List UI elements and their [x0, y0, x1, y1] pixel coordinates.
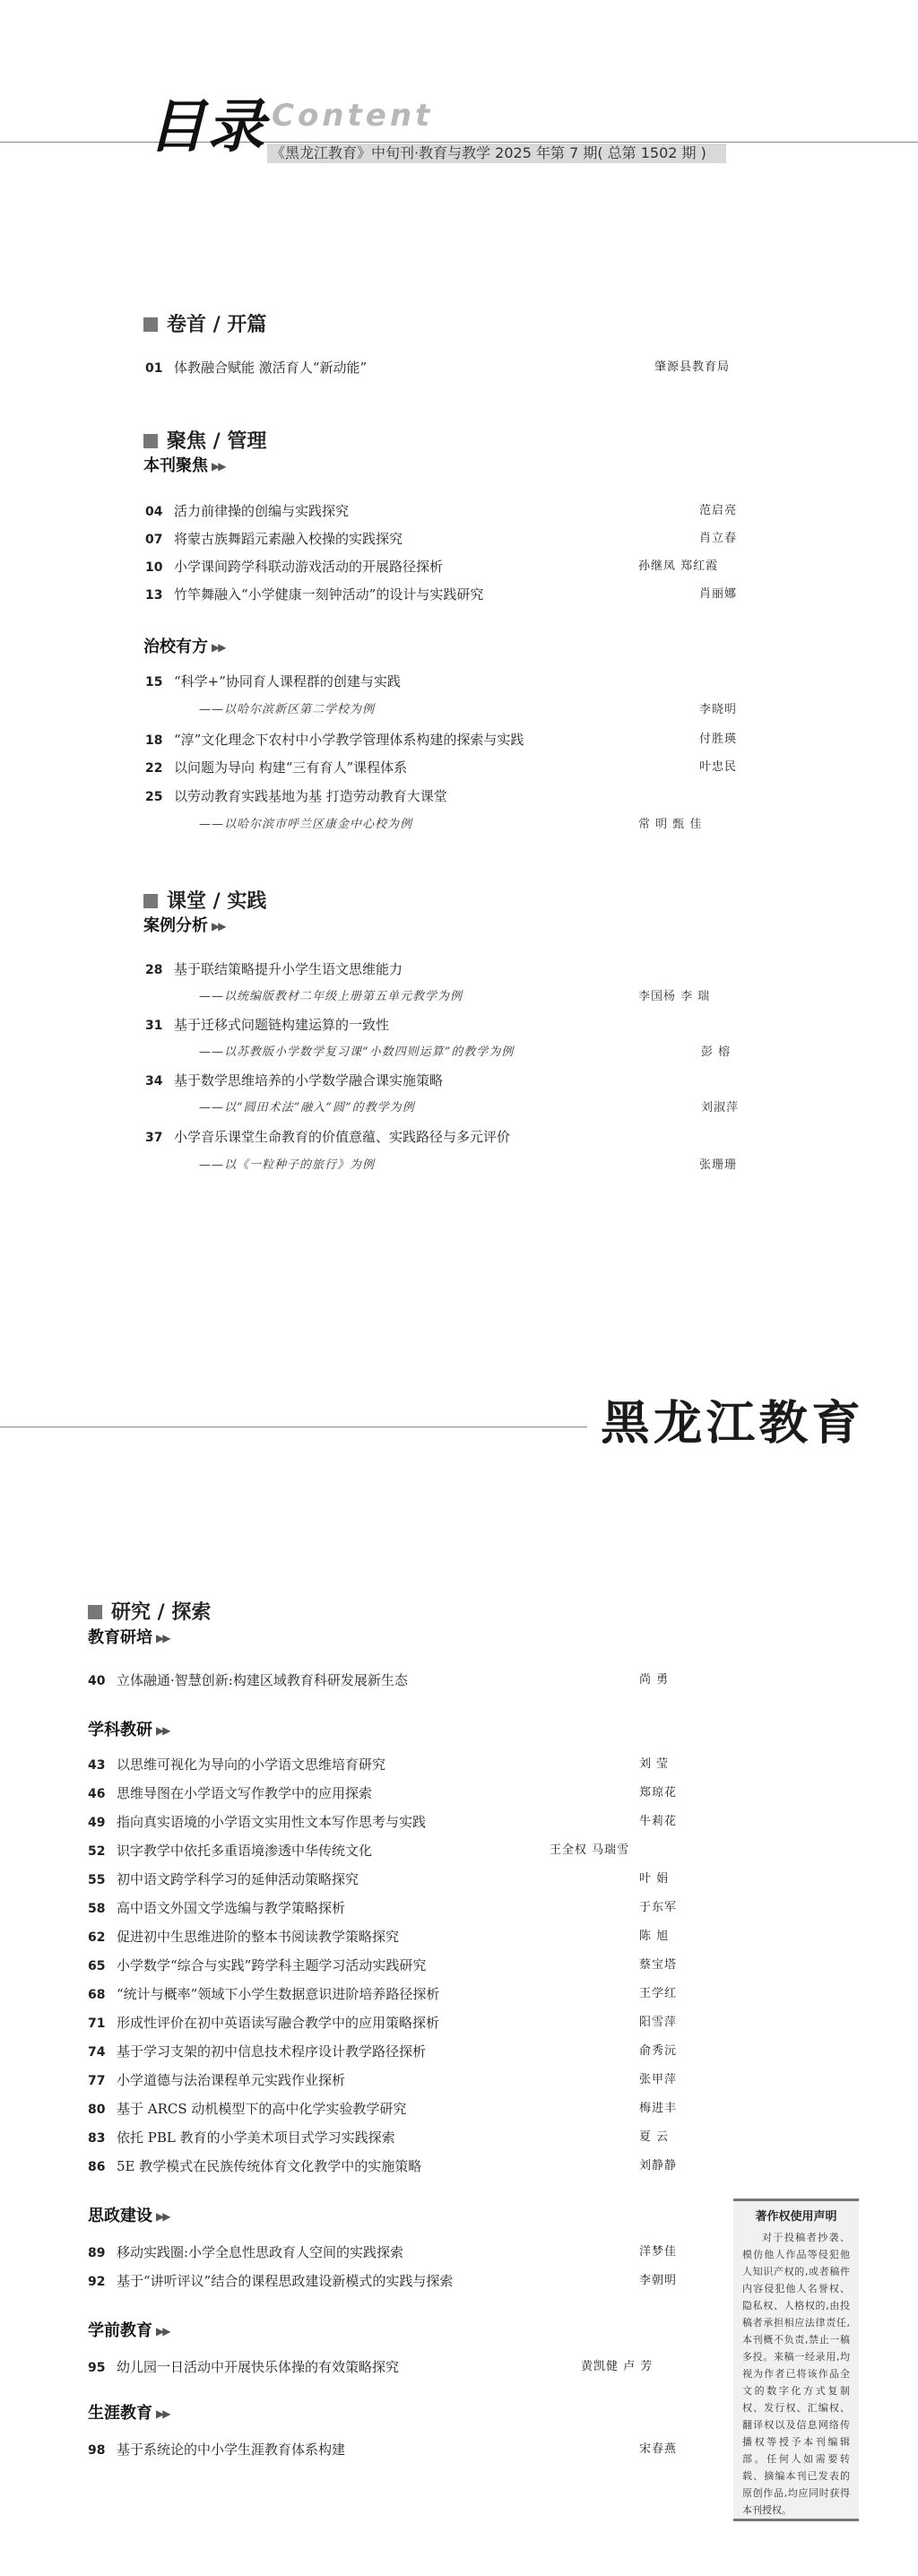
entry-title: “淳”文化理念下农村中小学教学管理体系构建的探索与实践 [174, 732, 524, 748]
copyright-body: 对于投稿者抄袭、模仿他人作品等侵犯他人知识产权的,或者稿件内容侵犯他人名誉权、隐私权、人格权的,由投稿者承担相应法律责任,本刊概不负责,禁止一稿多投。来稿一经录用,均视为作者已将该作品全文的数字化方式复制权、发行权、汇编权、翻译权以及信息网络传播权等授予本刊编辑部。任何人如需要转载、摘编本刊已发表的原创作品,均应同时获得本刊授权。 [742, 2232, 850, 2516]
entry-author: 尚 勇 [639, 1673, 670, 1687]
toc-entry-subtitle: ——以《一粒种子的旅行》为例 张珊珊 [199, 1155, 744, 1176]
section-heading: 课堂 / 实践 [143, 890, 266, 914]
entry-title: 活力前律操的创编与实践探究 [174, 503, 350, 519]
entry-author: 肖丽娜 [699, 587, 738, 601]
toc-entry[interactable]: 22 以问题为导向 构建“三有育人”课程体系 叶忠民 [145, 757, 744, 778]
entry-author: 刘淑萍 [701, 1101, 740, 1115]
toc-entry[interactable]: 07 将蒙古族舞蹈元素融入校操的实践探究 肖立春 [145, 528, 744, 550]
entry-title: 促进初中生思维进阶的整本书阅读教学策略探究 [117, 1929, 400, 1945]
copyright-title: 著作权使用声明 [755, 2210, 837, 2224]
double-arrow-icon: ▶▶ [156, 1632, 169, 1644]
toc-entry[interactable]: 58 高中语文外国文学选编与教学策略探析 于东军 [88, 1897, 733, 1919]
copyright-notice [733, 2199, 859, 2521]
entry-author: 夏 云 [639, 2130, 670, 2144]
entry-author: 李晓明 [699, 703, 738, 716]
subsection-heading: 案例分析 ▶▶ [143, 916, 225, 935]
entry-title: 依托 PBL 教育的小学美术项目式学习实践探索 [117, 2129, 395, 2146]
entry-author: 王全权 马瑞雪 [550, 1843, 630, 1857]
entry-author: 叶忠民 [699, 760, 738, 774]
entry-author: 郑琼花 [639, 1786, 678, 1800]
toc-entry-subtitle: ——以哈尔滨市呼兰区康金中心校为例 常 明 甄 佳 [199, 814, 744, 836]
toc-entry[interactable]: 04 活力前律操的创编与实践探究 范启亮 [145, 500, 744, 522]
entry-title: 形成性评价在初中英语读写融合教学中的应用策略探析 [117, 2015, 440, 2031]
toc-entry[interactable]: 62 促进初中生思维进阶的整本书阅读教学策略探究 陈 旭 [88, 1926, 733, 1947]
entry-title: 基于“讲听评议”结合的课程思政建设新模式的实践与探索 [117, 2273, 454, 2289]
toc-entry[interactable]: 83 依托 PBL 教育的小学美术项目式学习实践探索 夏 云 [88, 2127, 733, 2148]
toc-entry[interactable]: 13 竹竿舞融入“小学健康一刻钟活动”的设计与实践研究 肖丽娜 [145, 584, 744, 605]
double-arrow-icon: ▶▶ [156, 2325, 169, 2337]
entry-title: 指向真实语境的小学语文实用性文本写作思考与实践 [117, 1814, 427, 1830]
entry-title: 基于系统论的中小学生涯教育体系构建 [117, 2442, 346, 2458]
entry-title: 思维导图在小学语文写作教学中的应用探索 [117, 1785, 373, 1801]
entry-title: 竹竿舞融入“小学健康一刻钟活动”的设计与实践研究 [174, 586, 484, 603]
entry-title: 移动实践圈:小学全息性思政育人空间的实践探索 [117, 2244, 404, 2260]
entry-title: 基于迁移式问题链构建运算的一致性 [174, 1017, 390, 1033]
toc-entry[interactable]: 15 “科学+”协同育人课程群的创建与实践 [145, 673, 401, 690]
double-arrow-icon: ▶▶ [212, 460, 225, 473]
entry-author: 王学红 [639, 1987, 678, 2000]
entry-title: 基于数学思维培养的小学数学融合课实施策略 [174, 1072, 444, 1089]
section-heading: 研究 / 探索 [88, 1601, 211, 1625]
page-title-en: Content [272, 98, 434, 134]
entry-title: “统计与概率”领域下小学生数据意识进阶培养路径探析 [117, 1986, 440, 2002]
entry-author: 蔡宝塔 [639, 1958, 678, 1972]
square-marker-icon [143, 317, 158, 332]
toc-entry[interactable]: 55 初中语文跨学科学习的延伸活动策略探究 叶 娟 [88, 1869, 733, 1890]
subsection-heading: 思政建设 ▶▶ [88, 2207, 169, 2225]
toc-entry[interactable]: 28 基于联结策略提升小学生语文思维能力 [145, 961, 403, 977]
subsection-heading: 生涯教育 ▶▶ [88, 2404, 169, 2423]
entry-author: 肖立春 [699, 532, 738, 545]
entry-title: 5E 教学模式在民族传统体育文化教学中的实施策略 [117, 2158, 422, 2174]
entry-author: 彭 榕 [701, 1045, 732, 1059]
entry-author: 梅进丰 [639, 2102, 678, 2115]
entry-title: 小学音乐课堂生命教育的价值意蕴、实践路径与多元评价 [174, 1129, 511, 1145]
toc-entry[interactable]: 77 小学道德与法治课程单元实践作业探析 张甲萍 [88, 2069, 733, 2091]
toc-entry-subtitle: ——以统编版教材二年级上册第五单元教学为例 李国杨 李 瑞 [199, 986, 744, 1008]
entry-author: 肇源县教育局 [654, 360, 731, 374]
double-arrow-icon: ▶▶ [212, 641, 225, 654]
toc-entry[interactable]: 86 5E 教学模式在民族传统体育文化教学中的实施策略 刘静静 [88, 2155, 733, 2177]
double-arrow-icon: ▶▶ [212, 920, 225, 932]
toc-entry[interactable]: 74 基于学习支架的初中信息技术程序设计教学路径探析 俞秀沅 [88, 2041, 733, 2062]
entry-author: 刘 莹 [639, 1757, 670, 1771]
entry-title: 小学课间跨学科联动游戏活动的开展路径探析 [174, 559, 444, 575]
toc-entry[interactable]: 68 “统计与概率”领域下小学生数据意识进阶培养路径探析 王学红 [88, 1983, 733, 2005]
double-arrow-icon: ▶▶ [156, 2407, 169, 2420]
double-arrow-icon: ▶▶ [156, 2210, 169, 2223]
journal-logo: 黑龙江教育 [601, 1396, 865, 1451]
entry-title: 以问题为导向 构建“三有育人”课程体系 [174, 759, 408, 776]
toc-entry[interactable]: 25 以劳动教育实践基地为基 打造劳动教育大课堂 [145, 788, 447, 804]
entry-title: 将蒙古族舞蹈元素融入校操的实践探究 [174, 531, 403, 547]
entry-author: 于东军 [639, 1901, 678, 1914]
entry-title: 以劳动教育实践基地为基 打造劳动教育大课堂 [174, 788, 447, 804]
entry-author: 陈 旭 [639, 1930, 670, 1943]
toc-entry[interactable]: 46 思维导图在小学语文写作教学中的应用探索 郑琼花 [88, 1782, 733, 1804]
entry-title: 小学道德与法治课程单元实践作业探析 [117, 2072, 346, 2088]
toc-entry[interactable]: 71 形成性评价在初中英语读写融合教学中的应用策略探析 阳雪萍 [88, 2012, 733, 2034]
entry-author: 刘静静 [639, 2159, 678, 2173]
toc-entry[interactable]: 01 体教融合赋能 激活育人“新动能” 肇源县教育局 [145, 357, 744, 378]
section-heading: 卷首 / 开篇 [143, 314, 266, 337]
entry-author: 牛莉花 [639, 1815, 678, 1828]
entry-author: 付胜瑛 [699, 733, 738, 746]
toc-entry[interactable]: 89 移动实践圈:小学全息性思政育人空间的实践探索 洋梦佳 [88, 2242, 733, 2263]
entry-author: 李国杨 李 瑞 [638, 990, 711, 1003]
entry-author: 常 明 甄 佳 [638, 818, 703, 831]
toc-entry[interactable]: 43 以思维可视化为导向的小学语文思维培育研究 刘 莹 [88, 1754, 733, 1775]
entry-title: 基于 ARCS 动机模型下的高中化学实验教学研究 [117, 2101, 407, 2117]
entry-title: 基于联结策略提升小学生语文思维能力 [174, 961, 403, 977]
entry-author: 范启亮 [699, 504, 738, 517]
toc-entry-subtitle: ——以苏教版小学数学复习课“小数四则运算”的教学为例 彭 榕 [199, 1042, 744, 1063]
section-heading: 聚焦 / 管理 [143, 430, 266, 454]
subsection-heading: 学科教研 ▶▶ [88, 1721, 169, 1739]
toc-entry-subtitle: ——以“圆田术法”融入“圆”的教学为例 刘淑萍 [199, 1097, 744, 1119]
toc-entry[interactable]: 92 基于“讲听评议”结合的课程思政建设新模式的实践与探索 李朝明 [88, 2270, 733, 2292]
subsection-heading: 学前教育 ▶▶ [88, 2321, 169, 2340]
entry-title: 立体融通·智慧创新:构建区域教育科研发展新生态 [117, 1672, 408, 1688]
toc-entry[interactable]: 52 识字教学中依托多重语境渗透中华传统文化 王全权 马瑞雪 [88, 1840, 733, 1861]
toc-entry[interactable]: 10 小学课间跨学科联动游戏活动的开展路径探析 孙继凤 郑红霞 [145, 556, 744, 577]
square-marker-icon [143, 894, 158, 908]
toc-entry[interactable]: 40 立体融通·智慧创新:构建区域教育科研发展新生态 尚 勇 [88, 1670, 733, 1691]
toc-entry[interactable]: 95 幼儿园一日活动中开展快乐体操的有效策略探究 黄凯健 卢 芳 [88, 2356, 733, 2378]
entry-title: 识字教学中依托多重语境渗透中华传统文化 [117, 1843, 373, 1859]
entry-title: 幼儿园一日活动中开展快乐体操的有效策略探究 [117, 2359, 400, 2375]
toc-entry[interactable]: 37 小学音乐课堂生命教育的价值意蕴、实践路径与多元评价 [145, 1129, 511, 1145]
square-marker-icon [143, 434, 158, 448]
toc-entry[interactable]: 65 小学数学“综合与实践”跨学科主题学习活动实践研究 蔡宝塔 [88, 1955, 733, 1976]
header-rule [0, 142, 918, 143]
toc-entry[interactable]: 80 基于 ARCS 动机模型下的高中化学实验教学研究 梅进丰 [88, 2098, 733, 2120]
entry-title: 体教融合赋能 激活育人“新动能” [174, 360, 368, 376]
entry-author: 张甲萍 [639, 2073, 678, 2086]
entry-title: 以思维可视化为导向的小学语文思维培育研究 [117, 1756, 386, 1773]
page-title: 目录 [148, 93, 266, 160]
subsection-heading: 本刊聚焦 ▶▶ [143, 456, 225, 475]
entry-author: 张珊珊 [699, 1158, 738, 1172]
entry-author: 孙继凤 郑红霞 [638, 559, 719, 573]
entry-author: 阳雪萍 [639, 2016, 678, 2029]
subsection-heading: 治校有方 ▶▶ [143, 637, 225, 656]
toc-entry-subtitle: ——以哈尔滨新区第二学校为例 李晓明 [199, 699, 744, 721]
square-marker-icon [88, 1605, 102, 1619]
entry-author: 叶 娟 [639, 1872, 670, 1886]
toc-entry[interactable]: 98 基于系统论的中小学生涯教育体系构建 宋春燕 [88, 2439, 733, 2460]
toc-entry[interactable]: 49 指向真实语境的小学语文实用性文本写作思考与实践 牛莉花 [88, 1811, 733, 1833]
double-arrow-icon: ▶▶ [156, 1724, 169, 1737]
entry-author: 宋春燕 [639, 2442, 678, 2456]
entry-author: 李朝明 [639, 2274, 678, 2287]
toc-entry[interactable]: 31 基于迁移式问题链构建运算的一致性 [145, 1017, 390, 1033]
entry-author: 俞秀沅 [639, 2044, 678, 2058]
entry-title: 高中语文外国文学选编与教学策略探析 [117, 1900, 346, 1916]
entry-title: 基于学习支架的初中信息技术程序设计教学路径探析 [117, 2043, 427, 2060]
entry-author: 黄凯健 卢 芳 [581, 2360, 654, 2373]
entry-title: 初中语文跨学科学习的延伸活动策略探究 [117, 1871, 359, 1887]
toc-entry[interactable]: 34 基于数学思维培养的小学数学融合课实施策略 [145, 1072, 444, 1089]
toc-entry[interactable]: 18 “淳”文化理念下农村中小学教学管理体系构建的探索与实践 付胜瑛 [145, 729, 744, 750]
entry-author: 洋梦佳 [639, 2245, 678, 2259]
entry-title: “科学+”协同育人课程群的创建与实践 [174, 673, 401, 690]
entry-title: 小学数学“综合与实践”跨学科主题学习活动实践研究 [117, 1957, 427, 1973]
issue-subtitle: 《黑龙江教育》中旬刊·教育与教学 2025 年第 7 期( 总第 1502 期 ) [271, 144, 706, 161]
subsection-heading: 教育研培 ▶▶ [88, 1628, 169, 1647]
